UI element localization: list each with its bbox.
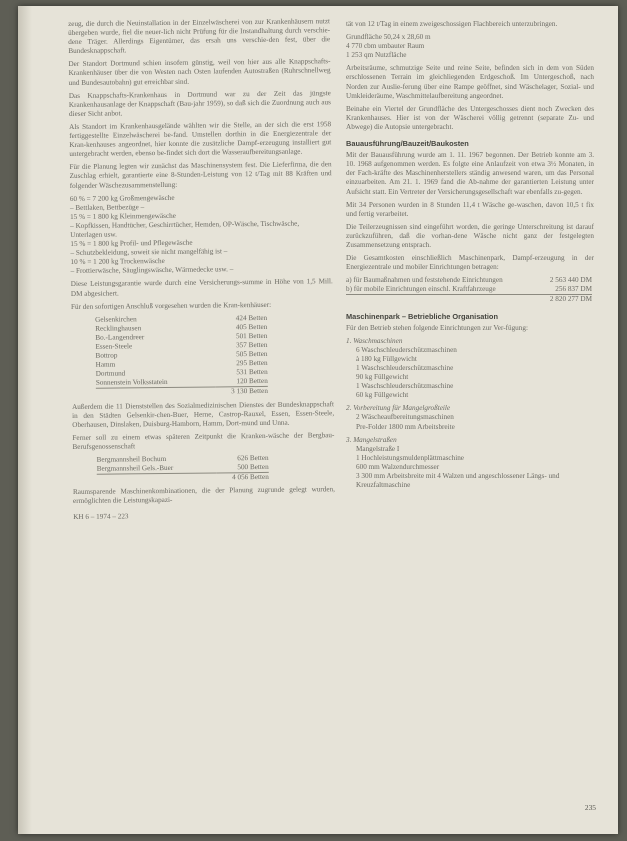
list-item: 600 mm Walzendurchmesser [356, 462, 440, 471]
paragraph: tät von 12 t/Tag in einem zweigeschossigen Flachbereich unterzubringen. [346, 20, 558, 28]
paragraph: Die Teilerzeugnissen sind eingeführt worden, die geringe Unterschreitung ist darauf zurückzuführen, daß die vorhan-dene Wäsche nicht ganz der festgelegten Zusammensetzung entsprach. [346, 222, 594, 249]
table-cell: 2 563 440 DM [549, 276, 592, 285]
paragraph: Mit der Bauausführung wurde am 1. 11. 1967 begonnen. Der Betrieb konnte am 3. 10. 1968 aufgenommen werden. Es folgte eine Anlaufzeit von etwa 3½ Monaten, in der Fach-kräfte des Maschinenherstellers ständig anwesend waren, um das Personal einzuarbeiten. Am 21. 1. 1969 fand die Ab-nahme der garantierten Leistung unter Aufsicht statt. Ein Vertreter der Versicherungsgesellschaft war ebenfalls zu-gegen. [346, 151, 594, 196]
table-cell: a) für Baumaßnahmen und feststehende Einrichtungen [346, 276, 503, 285]
table-total-row [96, 387, 268, 398]
paragraph: Als Standort im Krankenhausgelände wählten wir die Stelle, an der sich die erst 1958 fertiggestellte Einzelwäscherei be-fand. Umstellen dorthin in die Energiezentrale der Kran-kenhauses angeordnet, hier konnte die zusätzliche Dampf-erzeugung installiert gut untergebracht werden, ebenso be-findet sich dort die Wasseraufbereitungsanlage. [69, 120, 332, 159]
list-item: – Bettlaken, Bettbezüge – [69, 202, 145, 212]
table-cell: Essen-Steele [95, 342, 133, 351]
paragraph: Für den sofortigen Anschluß vorgesehen wurden die Kran-kenhäuser: [70, 300, 272, 311]
paragraph: Das Knappschafts-Krankenhaus in Dortmund war zu der Zeit das jüngste Krankenhausanlage der Knappschaft (Bau-jahr 1959), so daß sich die Zuordnung auch aus dieser Sicht anbot. [68, 88, 331, 118]
subsection-title: 3. Mangelstraßen [346, 435, 397, 444]
paragraph: Für die Planung legten wir zunächst das Maschinensystem fest. Die Lieferfirma, die den Zuschlag erhielt, garantierte eine 8-Stunden-Leistung von 12 t/Tag mit 88 Kräften und folgender Wäschezusammenstellung: [69, 160, 332, 190]
list-item: – Schutzbekleidung, soweit sie nicht mangelfähig ist – [70, 247, 228, 258]
list-item: 4 770 cbm umbauter Raum [346, 42, 425, 51]
table-cell: 4 056 Betten [217, 473, 269, 483]
table-cell: 405 Betten [235, 322, 268, 332]
table-cell: Bo.-Langendreer [95, 333, 145, 342]
table-cell: Dortmund [95, 369, 126, 379]
list-item: à 180 kg Füllgewicht [356, 354, 417, 363]
table-cell: 531 Betten [236, 368, 268, 377]
table-cell: Hamm [95, 360, 116, 369]
table-row [346, 276, 592, 285]
table-cell: Sonnenstein Volksstatein [95, 378, 168, 388]
paragraph: Außerdem die 11 Dienststellen des Sozialmedizinischen Dienstes der Bundesknappschaft in den Städten Gelsenkir-chen-Buer, Herne, Castrop-Rauxel, Essen, Essen-Steele, Oberhausen, Dinslaken, Duisburg-Hamborn, Hamm, Dort-mund und Unna. [72, 399, 335, 429]
list-item: 1 Hochleistungsmuldenplättmaschine [356, 453, 464, 462]
list-item: 2 Wäscheaufbereitungsmaschinen [356, 413, 454, 422]
page-number: 235 [584, 803, 596, 812]
cost-table [346, 276, 592, 304]
paragraph: Mit 34 Personen wurden in 8 Stunden 11,4 t Wäsche ge-waschen, davon 10,5 t fix und fertig verarbeitet. [346, 200, 594, 218]
section-heading: Bauausführung/Bauzeit/Baukosten [346, 139, 469, 149]
equipment-section [346, 436, 594, 491]
journal-reference: KH 6 – 1974 – 223 [73, 511, 129, 521]
list-item: 15 % = 1 800 kg Kleinmengewäsche [70, 211, 176, 221]
table-cell: 505 Betten [236, 350, 268, 359]
list-item: Grundfläche 50,24 x 28,60 m [346, 33, 431, 42]
document-page [18, 6, 618, 834]
table-cell: 256 837 DM [555, 285, 592, 294]
list-item: 1 Waschschleuderschützmaschine [356, 364, 454, 372]
table-cell: Bergmannsheil Bochum [96, 455, 167, 464]
list-item: 6 Waschschleuderschützmaschinen [356, 345, 457, 354]
dimensions-list [346, 33, 594, 60]
paragraph: Beinahe ein Viertel der Grundfläche des Untergeschosses dient noch Zwecken des Krankenhauses. Hier ist von der Wäscherei völlig getrennt (separate Zu- und Abwege) die Autopsie untergebracht. [346, 104, 594, 131]
equipment-section [346, 337, 594, 401]
list-item: 1 253 qm Nutzfläche [346, 51, 407, 60]
table-cell: Recklinghausen [95, 324, 142, 333]
table-total-row [97, 473, 269, 484]
laundry-mix-list [70, 192, 333, 277]
paragraph: Ferner soll zu einem etwas späteren Zeitpunkt die Kranken-wäsche der Bergbau-Berufsgenossenschaft [72, 431, 335, 451]
table-cell: 357 Betten [236, 340, 268, 350]
table-cell: 501 Betten [235, 331, 268, 341]
paragraph: Raumsparende Maschinenkombinationen, die der Planung zugrunde gelegt wurden, ermöglichten die Leistungskapazi- [72, 485, 335, 506]
table-row [346, 285, 592, 295]
table-cell: 2 820 277 DM [540, 295, 592, 305]
list-item: 60 kg Füllgewicht [356, 391, 409, 400]
table-cell: Bottrop [95, 351, 118, 360]
list-item: Pre-Folder 1800 mm Arbeitsbreite [356, 422, 455, 431]
paragraph: Arbeitsräume, schmutzige Seite und reine Seite, befinden sich in dem von Süden erschlossenen Terrain im gleichliegenden Erdgeschoß. Im Untergeschoß, nach Norden zur Auslie-ferung über eine Rampe geöffnet, sind Wäschelager, Sozial- und Umkleideräume, Waschmittelaufbereitung angeordnet. [346, 64, 594, 100]
table-cell: b) für mobile Einrichtungen einschl. Kraftfahrzeuge [346, 285, 496, 294]
bg-hospital-table [97, 454, 269, 484]
list-item: – Kopfkissen, Handtücher, Geschirrtücher, Hemden, OP-Wäsche, Tischwäsche, Unterlagen usw. [70, 219, 300, 239]
paragraph: zeug, die durch die Neuinstallation in der Einzelwäscherei von zur Krankenhäusern nutzt übergeben wurde, fiel die neuer-lich nicht Prüfung für die Instandhaltung durch verschie-dene Träger. Allerdings Eigentümer, das ersah uns verschie-den fest, über die Bundesknappschaft. [68, 17, 331, 56]
list-item: 90 kg Füllgewicht [356, 373, 409, 382]
paragraph: Diese Leistungsgarantie wurde durch eine Versicherungs-summe in Höhe von 1,5 Mill. DM abgesichert. [70, 277, 333, 298]
left-column [68, 17, 335, 521]
equipment-section [346, 404, 594, 431]
right-column [346, 20, 594, 490]
table-cell: 626 Betten [237, 453, 269, 463]
table-total-row [346, 295, 592, 305]
table-cell: 424 Betten [235, 313, 268, 322]
table-cell: 295 Betten [236, 359, 268, 368]
paragraph: Der Standort Dortmund schien insofern günstig, weil von hier aus alle Knappschafts-Krankenhäuser über die von Westen nach Osten laufenden Autostraßen (Ruhrschnellweg und Bundesautobahn) gut erreichbar sind. [68, 57, 331, 87]
hospital-table [95, 314, 268, 399]
table-cell: Bergmannsheil Gels.-Buer [96, 464, 174, 473]
paragraph: Die Gesamtkosten einschließlich Maschinenpark, Dampf-erzeugung in der Energiezentrale und mobiler Einrichtungen betragen: [346, 254, 594, 272]
subsection-title: 2. Vorbereitung für Mangelgroßteile [346, 404, 451, 413]
section-heading: Maschinenpark – Betriebliche Organisation [346, 311, 498, 321]
list-item: 15 % = 1 800 kg Profil- und Pflegewäsche [70, 238, 193, 249]
list-item: 3 300 mm Arbeitsbreite mit 4 Walzen und angeschlossener Längs- und Kreuzfaltmaschine [356, 472, 560, 490]
table-cell: 120 Betten [236, 377, 268, 386]
list-item: 60 % = 7 200 kg Großmengewäsche [69, 193, 175, 203]
table-cell: 500 Betten [237, 463, 269, 472]
table-cell: 3 130 Betten [216, 387, 268, 397]
list-item: – Frottierwäsche, Säuglingswäsche, Wärmedecke usw. – [70, 265, 234, 276]
list-item: 10 % = 1 200 kg Trockenwäsche [70, 257, 165, 267]
list-item: 1 Waschschleuderschützmaschine [356, 382, 454, 391]
paragraph: Für den Betrieb stehen folgende Einrichtungen zur Ver-fügung: [346, 323, 528, 332]
list-item: Mangelstraße I [356, 444, 400, 453]
table-cell: Gelsenkirchen [95, 315, 137, 324]
subsection-title: 1. Waschmaschinen [346, 336, 403, 345]
